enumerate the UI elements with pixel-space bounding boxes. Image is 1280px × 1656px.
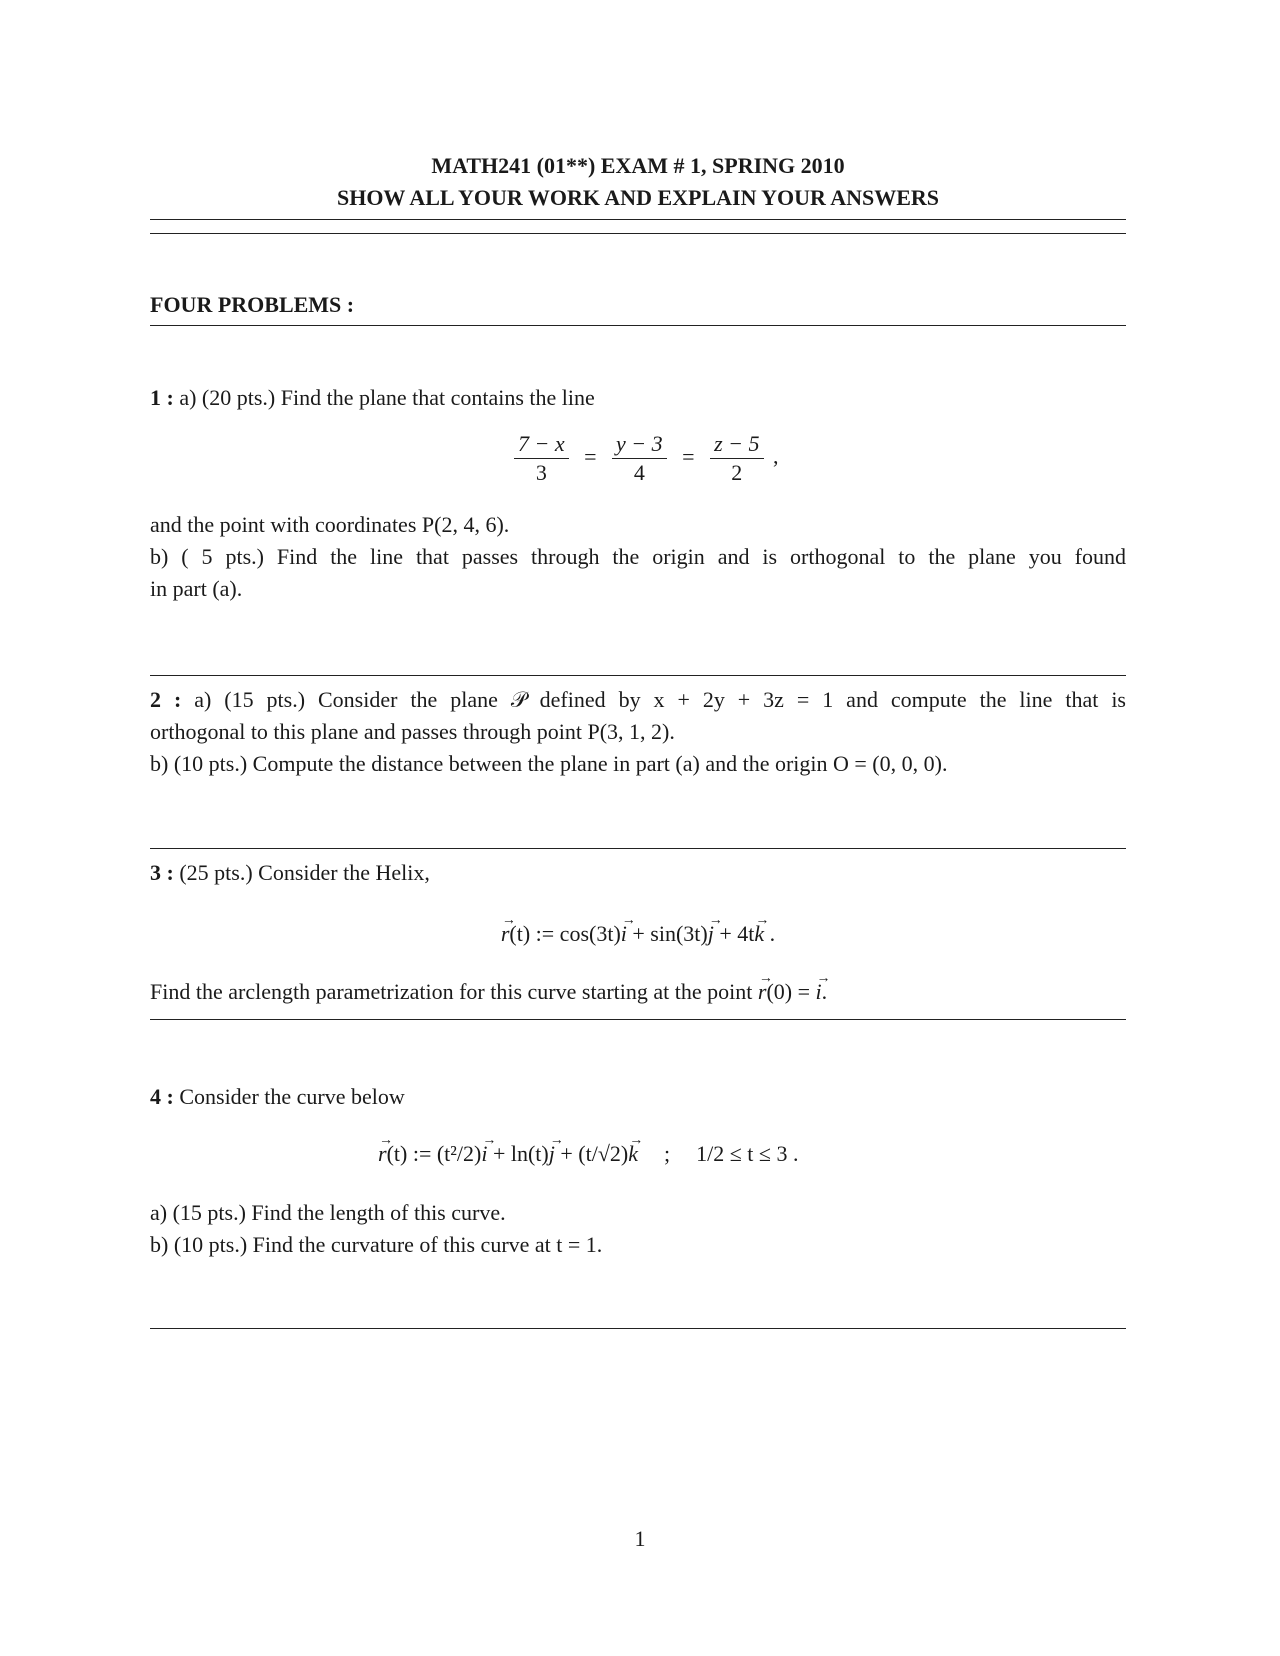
- fraction-1-numerator: 7 − x: [514, 430, 569, 459]
- header-rule-top: [150, 219, 1126, 220]
- helix-trail: .: [764, 921, 776, 946]
- problem-3-intro-text: (25 pts.) Consider the Helix,: [179, 860, 430, 885]
- problem-1-part-b-line2: in part (a).: [150, 576, 243, 601]
- curve-mid1: + ln(t): [487, 1141, 549, 1166]
- vector-r: → r: [501, 918, 510, 950]
- curve-vector-r: → r: [378, 1138, 387, 1170]
- fraction-3-denominator: 2: [731, 460, 743, 485]
- curve-unit-vector-k: → k: [628, 1138, 638, 1170]
- problem-3-task-trail: .: [821, 979, 828, 1004]
- problem-1-part-a: [150, 382, 595, 414]
- problem-1-point-text: and the point with coordinates P(2, 4, 6).: [150, 512, 510, 537]
- equals-1: =: [584, 443, 597, 469]
- fraction-1: [514, 430, 569, 487]
- problem-4-number: 4 :: [150, 1084, 174, 1109]
- helix-mid2: + 4t: [713, 921, 755, 946]
- problem-2-line1: [150, 684, 1126, 716]
- fraction-3: [710, 430, 763, 487]
- problem-3-rule: [150, 1019, 1126, 1020]
- problem-2-line1-text: a) (15 pts.) Consider the plane 𝒫 defined by x + 2y + 3z = 1 and compute the line that is: [194, 687, 1126, 712]
- problem-3-task: [150, 976, 827, 1008]
- problem-1-part-b-line1: b) ( 5 pts.) Find the line that passes through the origin and is orthogonal to the plane you found: [150, 544, 1126, 569]
- problem-3-intro: [150, 857, 430, 889]
- curve-unit-vector-j: → j: [549, 1138, 555, 1170]
- problem-4-rule: [150, 1328, 1126, 1329]
- problem-2-rule: [150, 848, 1126, 849]
- page-number: 1: [634, 1526, 646, 1551]
- fraction-2: [612, 430, 667, 487]
- exam-title: MATH241 (01**) EXAM # 1, SPRING 2010: [431, 153, 845, 178]
- helix-mid1: + sin(3t): [626, 921, 708, 946]
- section-heading: FOUR PROBLEMS :: [150, 292, 355, 317]
- problem-2-line2: orthogonal to this plane and passes through point P(3, 1, 2).: [150, 719, 675, 744]
- unit-vector-j: → j: [708, 918, 714, 950]
- problem-1-part-a-text: a) (20 pts.) Find the plane that contains the line: [179, 385, 595, 410]
- problem-3-helix-equation: [150, 918, 1126, 950]
- problem-4-part-a: a) (15 pts.) Find the length of this curve.: [150, 1200, 506, 1225]
- fraction-2-denominator: 4: [633, 460, 645, 485]
- fraction-3-numerator: z − 5: [710, 430, 763, 459]
- header-rule-bottom: [150, 233, 1126, 234]
- problem-3-task-text: Find the arclength parametrization for this curve starting at the point: [150, 979, 758, 1004]
- problem-3-task-mid: (0) =: [766, 979, 816, 1004]
- problem-1-rule: [150, 675, 1126, 676]
- problem-4-intro-text: Consider the curve below: [179, 1084, 405, 1109]
- exam-instructions: SHOW ALL YOUR WORK AND EXPLAIN YOUR ANSWERS: [336, 185, 940, 210]
- unit-vector-i-start: → i: [816, 976, 822, 1008]
- fraction-1-denominator: 3: [535, 460, 547, 485]
- vector-r-start: → r: [758, 976, 767, 1008]
- problem-4-part-b: b) (10 pts.) Find the curvature of this curve at t = 1.: [150, 1232, 603, 1257]
- equation-trailing-comma: ,: [773, 443, 779, 469]
- problem-4-intro: [150, 1081, 405, 1113]
- curve-lhs: (t) := (t²/2): [386, 1141, 482, 1166]
- problem-1-number: 1 :: [150, 385, 174, 410]
- problem-2-number: 2 :: [150, 687, 182, 712]
- unit-vector-k: → k: [754, 918, 764, 950]
- unit-vector-i: → i: [621, 918, 627, 950]
- problem-2-line3: b) (10 pts.) Compute the distance between the plane in part (a) and the origin O = (0, 0, 0).: [150, 751, 948, 776]
- curve-parameter-range: 1/2 ≤ t ≤ 3 .: [696, 1141, 799, 1166]
- problem-1-line-equation: [510, 430, 779, 487]
- helix-lhs: (t) := cos(3t): [509, 921, 621, 946]
- curve-separator: ;: [664, 1141, 671, 1166]
- curve-mid2: + (t/√2): [554, 1141, 629, 1166]
- fraction-2-numerator: y − 3: [612, 430, 667, 459]
- section-rule: [150, 325, 1126, 326]
- equals-2: =: [682, 443, 695, 469]
- problem-3-number: 3 :: [150, 860, 174, 885]
- problem-4-curve-equation: [378, 1138, 799, 1170]
- curve-unit-vector-i: → i: [481, 1138, 487, 1170]
